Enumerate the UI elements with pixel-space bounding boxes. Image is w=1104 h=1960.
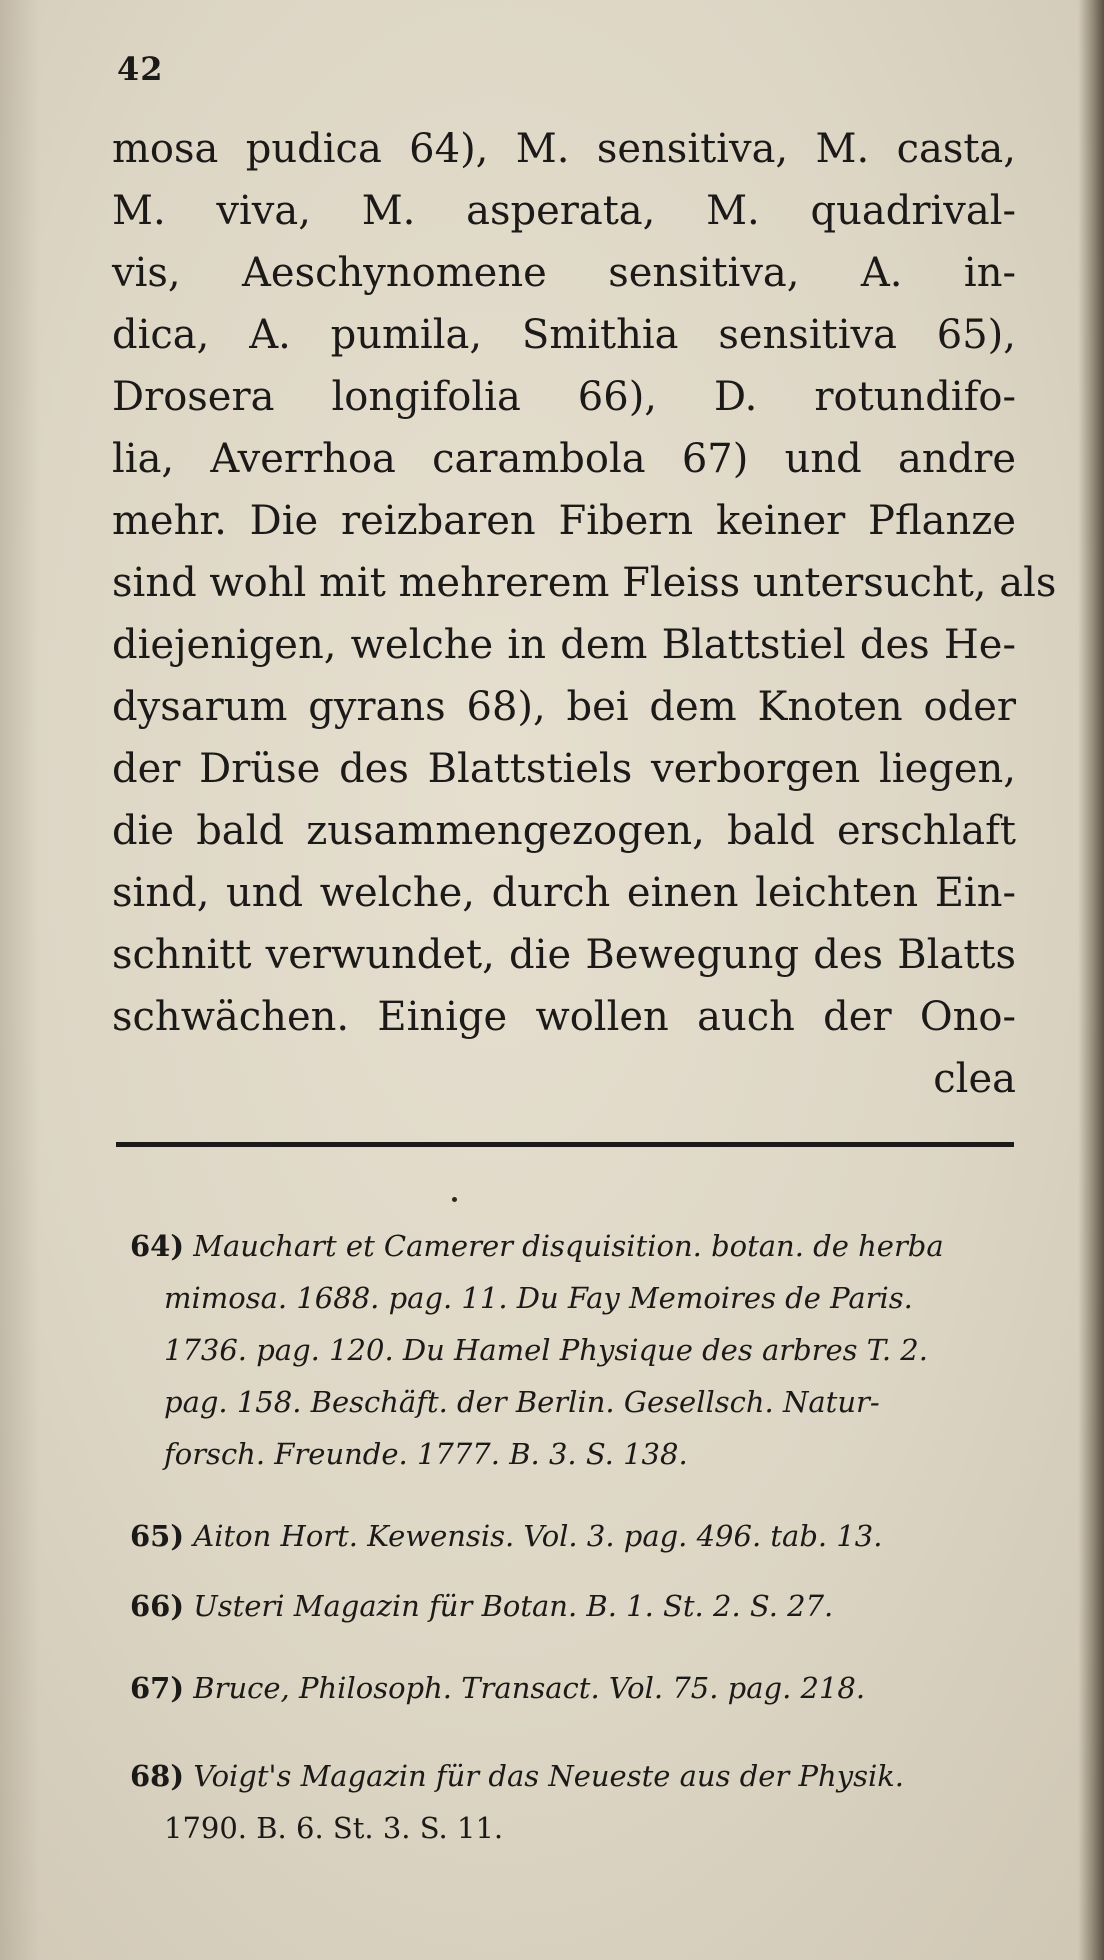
footnote-rule <box>116 1142 1014 1147</box>
body-line: dica, A. pumila, Smithia sensitiva 65), <box>112 312 1016 358</box>
footnote-number: 64) <box>130 1229 185 1263</box>
footnote-66 <box>130 1580 1014 1632</box>
footnotes <box>130 1220 1014 1854</box>
footnote-text: mimosa. 1688. pag. 11. Du Fay Memoires de Paris. <box>164 1281 913 1315</box>
body-line: dysarum gyrans 68), bei dem Knoten oder <box>112 684 1016 730</box>
body-line: Drosera longifolia 66), D. rotundifo- <box>112 374 1016 420</box>
body-line: schnitt verwundet, die Bewegung des Blatts <box>112 932 1016 978</box>
body-text <box>112 118 1057 1110</box>
body-line: schwächen. Einige wollen auch der Ono- <box>112 994 1016 1040</box>
footnote-number: 67) <box>130 1671 185 1705</box>
footnote-text: pag. 158. Beschäft. der Berlin. Gesellsch. Natur- <box>164 1385 880 1419</box>
footnote-text: 1790. B. 6. St. 3. S. 11. <box>164 1811 504 1845</box>
footnote-text: 1736. pag. 120. Du Hamel Physique des arbres T. 2. <box>164 1333 928 1367</box>
footnote-67 <box>130 1662 1014 1714</box>
catchword: clea <box>933 1056 1016 1102</box>
body-line: die bald zusammengezogen, bald erschlaft <box>112 808 1016 854</box>
body-line: sind wohl mit mehrerem Fleiss untersucht, als <box>112 560 1057 606</box>
footnote-text: Mauchart et Camerer disquisition. botan. de herba <box>193 1229 944 1263</box>
footnote-68 <box>130 1750 1014 1854</box>
body-line: der Drüse des Blattstiels verborgen liegen, <box>112 746 1016 792</box>
footnote-text: Aiton Hort. Kewensis. Vol. 3. pag. 496. tab. 13. <box>193 1519 883 1553</box>
footnote-number: 66) <box>130 1589 185 1623</box>
body-line: diejenigen, welche in dem Blattstiel des He- <box>112 622 1016 668</box>
body-line: lia, Averrhoa carambola 67) und andre <box>112 436 1016 482</box>
footnote-text: Usteri Magazin für Botan. B. 1. St. 2. S. 27. <box>193 1589 834 1623</box>
body-line: sind, und welche, durch einen leichten Ein- <box>112 870 1016 916</box>
footnote-64 <box>130 1220 1014 1480</box>
footnote-text: Bruce, Philosoph. Transact. Vol. 75. pag. 218. <box>193 1671 866 1705</box>
body-line: vis, Aeschynomene sensitiva, A. in- <box>112 250 1016 296</box>
footnote-text: forsch. Freunde. 1777. B. 3. S. 138. <box>164 1437 688 1471</box>
body-line: mosa pudica 64), M. sensitiva, M. casta, <box>112 126 1016 172</box>
body-line: mehr. Die reizbaren Fibern keiner Pflanze <box>112 498 1016 544</box>
footnote-text: Voigt's Magazin für das Neueste aus der Physik. <box>193 1759 905 1793</box>
footnote-number: 68) <box>130 1759 185 1793</box>
page-edge-shadow <box>1078 0 1104 1960</box>
body-line: M. viva, M. asperata, M. quadrival- <box>112 188 1016 234</box>
footnote-rule-dot <box>452 1197 457 1202</box>
page-number: 42 <box>117 50 164 88</box>
footnote-number: 65) <box>130 1519 185 1553</box>
footnote-65 <box>130 1510 1014 1562</box>
left-page-shadow <box>0 0 40 1960</box>
